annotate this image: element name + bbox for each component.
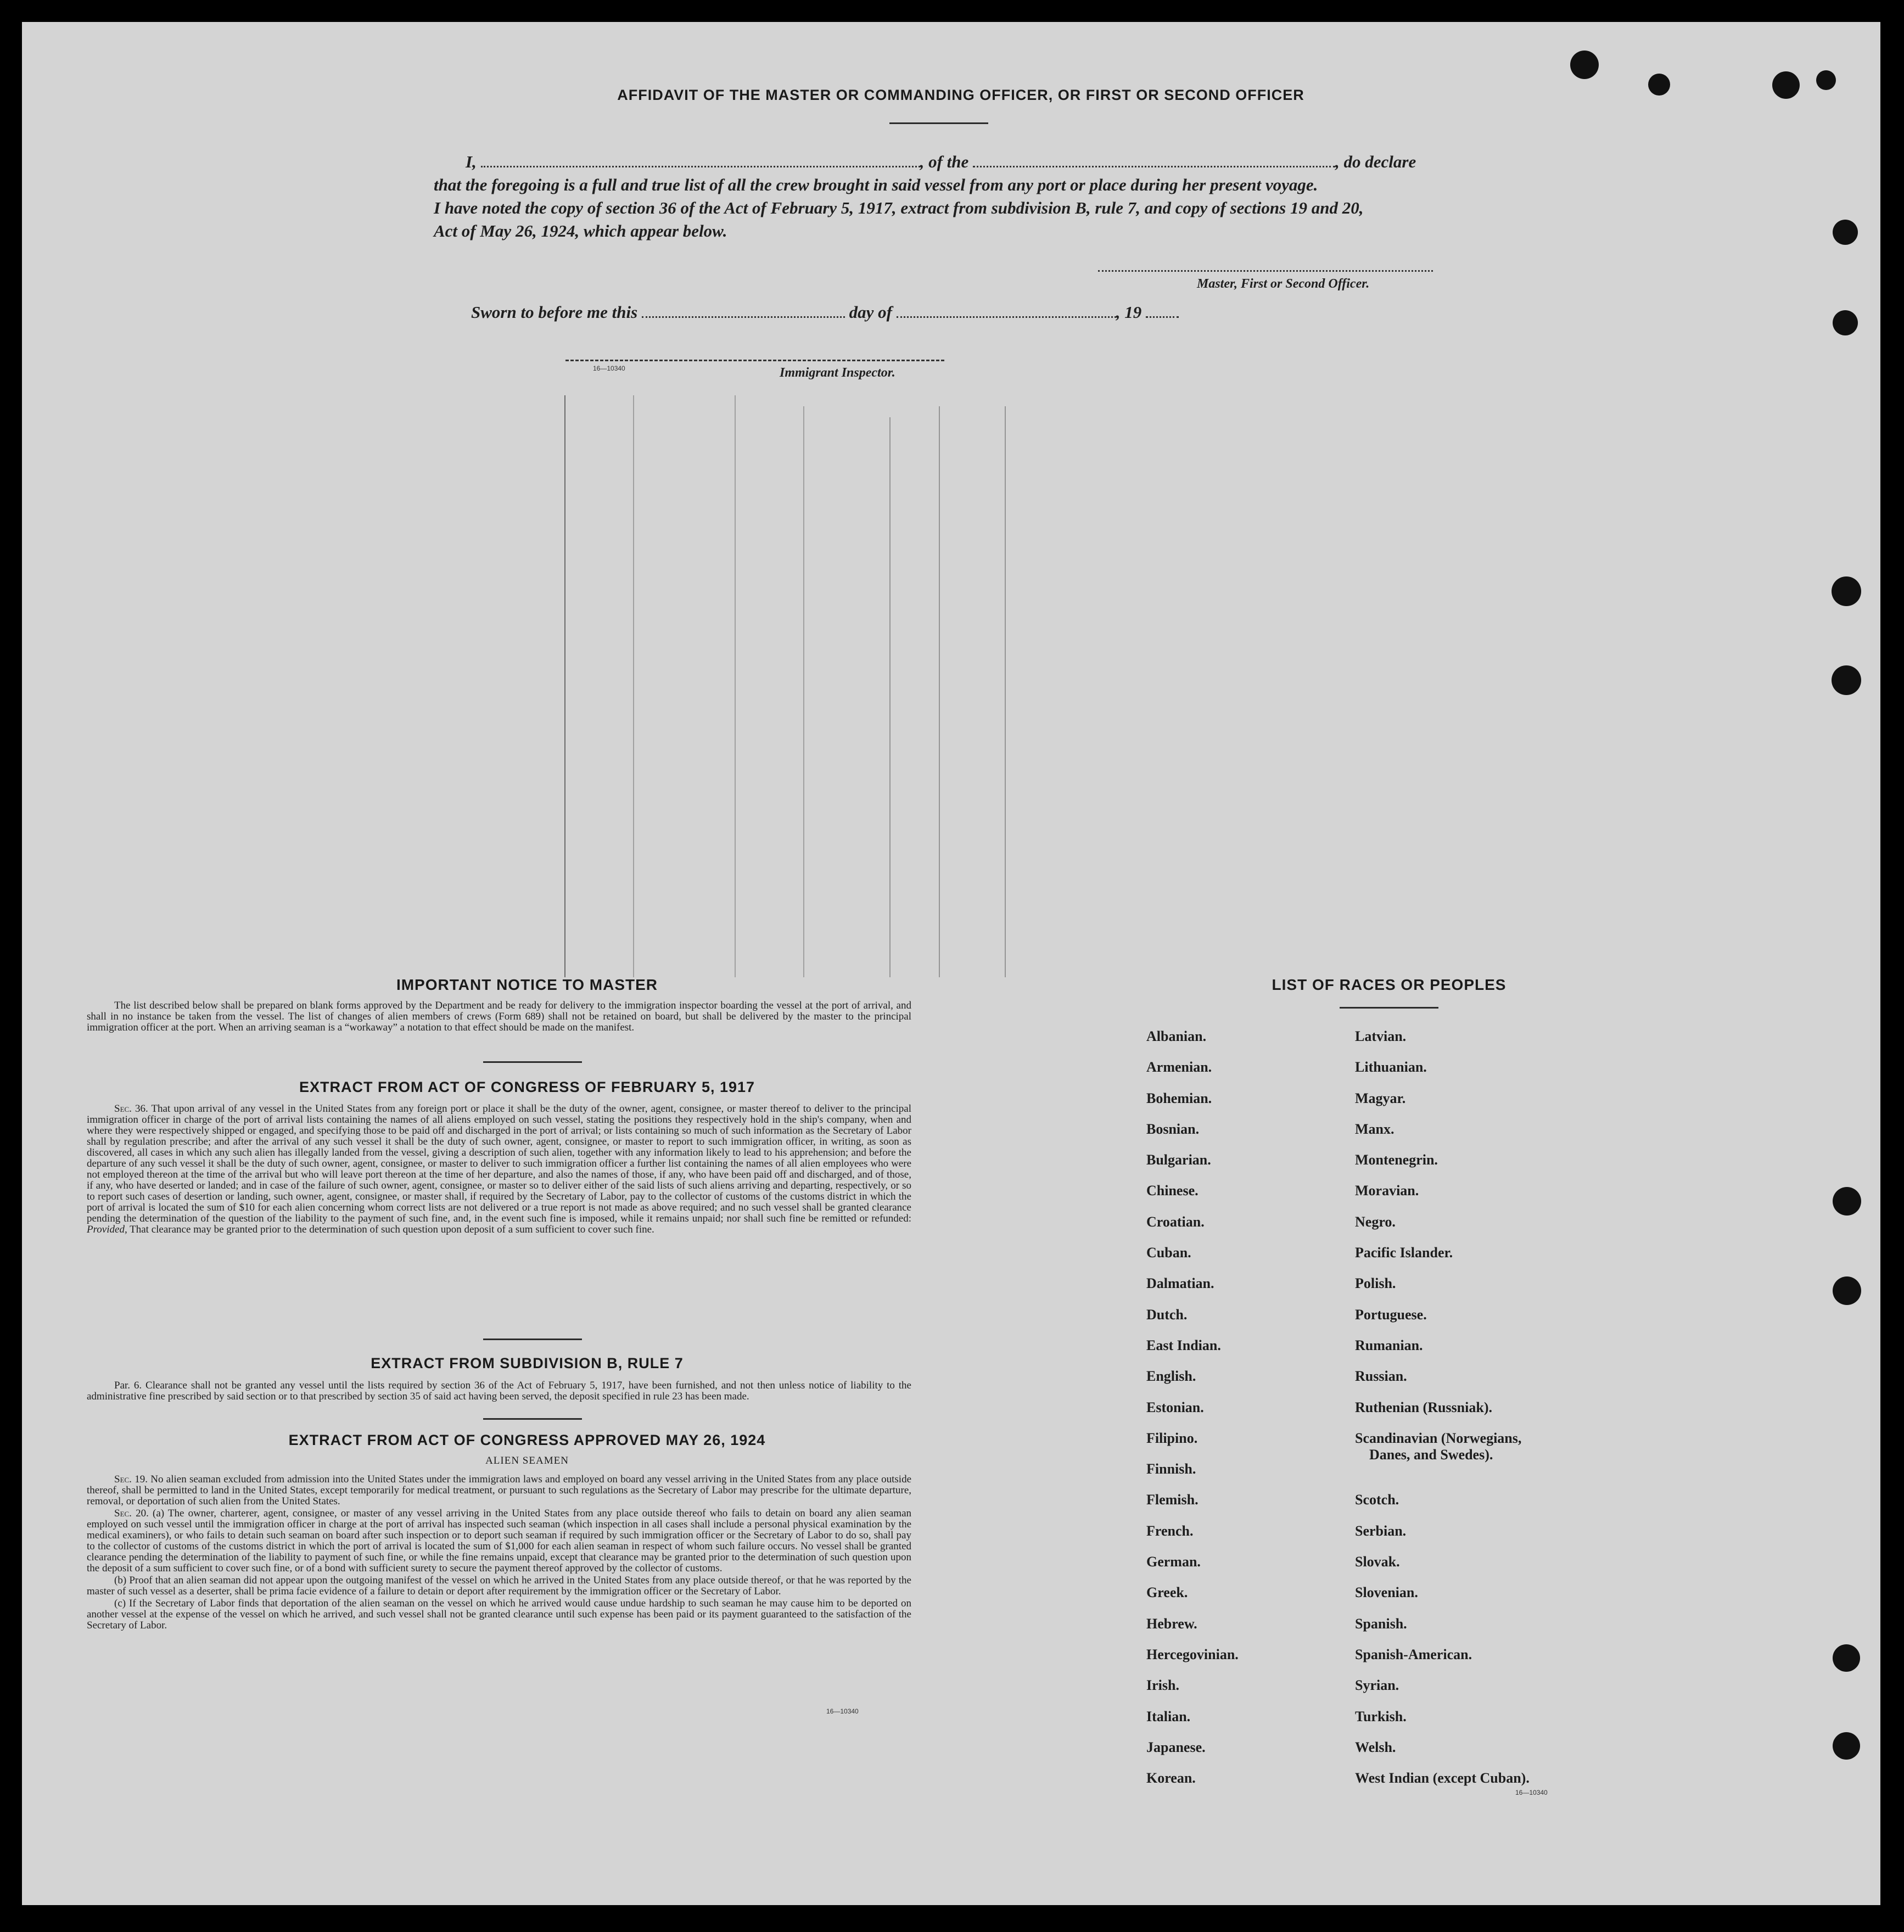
sworn-line <box>471 301 1179 324</box>
race-item: Japanese. <box>1146 1739 1206 1755</box>
race-item: Hercegovinian. <box>1146 1646 1239 1662</box>
inspector-form-number: 16—10340 <box>593 365 625 372</box>
punch-hole <box>1832 576 1861 606</box>
race-item: Scandinavian (Norwegians, <box>1355 1430 1522 1446</box>
race-item: Danes, and Swedes). <box>1369 1447 1493 1463</box>
declaration-do-declare: , do declare <box>1335 152 1416 171</box>
race-item: French. <box>1146 1522 1194 1539</box>
race-item: Lithuanian. <box>1355 1059 1427 1076</box>
sworn-day-of: day of <box>849 303 892 322</box>
column-rule <box>889 417 891 977</box>
race-item: Bosnian. <box>1146 1121 1200 1137</box>
sec20b-paragraph: (b) Proof that an alien seaman did not appear upon the outgoing manifest of the vessel on which he arrived in the United States from any place outside thereof, or that he was reported by the master of such vessel as a deserter, shall be prima facie evidence of a failure to detain or deport after requirement by the immigration officer or the Secretary of Labor. <box>87 1575 911 1597</box>
punch-hole <box>1833 1276 1861 1305</box>
extract-rule7-body <box>87 1380 911 1403</box>
extract-1924-body <box>87 1474 911 1632</box>
race-item: West Indian (except Cuban). <box>1355 1770 1530 1787</box>
sec19-paragraph <box>87 1474 911 1507</box>
extract-1917-rule <box>483 1339 582 1340</box>
race-item: Rumanian. <box>1355 1337 1423 1353</box>
race-item: Finnish. <box>1146 1461 1196 1477</box>
races-form-number: 16—10340 <box>1515 1789 1548 1796</box>
sworn-year-field[interactable] <box>1146 316 1179 318</box>
race-item: Syrian. <box>1355 1677 1399 1694</box>
race-item: Dutch. <box>1146 1306 1188 1323</box>
races-title-rule <box>1340 1007 1438 1009</box>
declaration-i: I, <box>466 152 477 171</box>
sec36-label: Sec. 36. <box>114 1103 148 1115</box>
races-right-column <box>1355 1021 1530 1794</box>
punch-hole <box>1833 1644 1860 1672</box>
race-item: Slovak. <box>1355 1554 1400 1570</box>
signature-line[interactable] <box>1098 270 1433 272</box>
column-rule <box>564 395 565 977</box>
race-item: Magyar. <box>1355 1090 1406 1106</box>
race-item: Turkish. <box>1355 1708 1407 1724</box>
sworn-month-field[interactable] <box>897 316 1116 318</box>
declaration-line-2: that the foregoing is a full and true list of all the crew brought in said vessel from any port or place during her present voyage. <box>434 175 1318 194</box>
sworn-year: , 19 <box>1116 303 1142 322</box>
race-item: English. <box>1146 1368 1196 1385</box>
punch-hole <box>1816 70 1836 90</box>
sec20a-text: (a) The owner, charterer, agent, consignee, or master of any vessel arriving in the United States from any place outside thereof who fails to detain on board any alien seaman employed on such vessel until the immigration officer in charge at the port of arrival has inspected such seaman (which inspection in all cases shall include a personal physical examination by the medical examiners), or who fails to detain such seaman on board after such inspection or to deport such seaman if required by such immigration officer or the Secretary of Labor to do so, shall pay to the collector of customs of the customs district in which the port of arrival is located the sum of $1,000 for each alien seaman in respect of whom such failure occurs. No vessel shall be granted clearance pending the determination of the liability to payment of such fine, or while the fine remains unpaid, except that clearance may be granted prior to the determination of such question upon the deposit of a sum sufficient to cover such fine, or of a bond with sufficient surety to secure the payment thereof approved by the collector of customs. <box>87 1508 912 1574</box>
declarant-name-field[interactable] <box>481 166 920 167</box>
race-item: Scotch. <box>1355 1492 1399 1508</box>
race-item: Moravian. <box>1355 1183 1419 1199</box>
provided-label: Provided, <box>87 1224 127 1235</box>
declaration-of-the: , of the <box>920 152 969 171</box>
race-item: Irish. <box>1146 1677 1179 1694</box>
punch-hole <box>1833 1732 1860 1760</box>
declaration-block <box>434 150 1488 243</box>
punch-hole <box>1833 1187 1861 1216</box>
race-item: Flemish. <box>1146 1492 1199 1508</box>
race-item: Spanish-American. <box>1355 1646 1472 1662</box>
column-rule <box>803 406 804 977</box>
punch-hole <box>1772 71 1800 99</box>
race-item: Bohemian. <box>1146 1090 1212 1106</box>
race-item: Negro. <box>1355 1213 1396 1230</box>
race-item: Hebrew. <box>1146 1615 1197 1632</box>
race-item: Dalmatian. <box>1146 1275 1214 1292</box>
race-item: Greek. <box>1146 1584 1188 1601</box>
extract-rule7-rule <box>483 1418 582 1420</box>
race-item: German. <box>1146 1554 1201 1570</box>
race-item: Pacific Islander. <box>1355 1245 1453 1261</box>
race-item: Slovenian. <box>1355 1584 1418 1601</box>
race-item: Portuguese. <box>1355 1306 1427 1323</box>
punch-hole <box>1570 51 1599 79</box>
race-item: Chinese. <box>1146 1183 1199 1199</box>
race-item: Cuban. <box>1146 1245 1191 1261</box>
race-item: Croatian. <box>1146 1213 1205 1230</box>
race-item: Korean. <box>1146 1770 1196 1787</box>
sec36-text: That upon arrival of any vessel in the United States from any foreign port or place it shall be the duty of the owner, agent, consignee, or master thereof to deliver to the principal immigration officer in charge of the port of arrival lists containing the names of all aliens employed on such vessel, stating the positions they respectively hold in the ship's company, when and where they were respectively shipped or engaged, and specifying those to be paid off and discharged in the port of arrival; or lists containing so much of such information as the Secretary of Labor shall by regulation prescribe; and after the arrival of any such vessel it shall be the duty of such owner, agent, consignee, or master to report to such immigration officer, in writing, as soon as discovered, all cases in which any such alien has illegally landed from the vessel, giving a description of such alien, together with any information likely to lead to his apprehension; and before the departure of any such vessel it shall be the duty of such owner, agent, consignee, or master to deliver to such immigration officer a further list containing the names of all alien employees who were not employed thereon at the time of the arrival but who will leave port thereon at the time of her departure, and also the names of those, if any, who have been paid off and discharged, and of those, if any, who have deserted or landed; and in case of the failure of such owner, agent, consignee, or master so to deliver either of the said lists of such aliens arriving and departing, respectively, or so to report such cases of desertion or landing, such owner, agent, consignee, or master shall, if required by the Secretary of Labor, pay to the collector of customs of the customs district in which the port of arrival is located the sum of $10 for each alien concerning whom correct lists are not delivered or a true report is not made as above required; and no such vessel shall be granted clearance pending the determination of the question of the liability to the payment of such fine, and, in the event such fine is imposed, while it remains unpaid; nor shall such fine be remitted or refunded: <box>87 1103 911 1224</box>
race-item: Filipino. <box>1146 1430 1198 1446</box>
extract-1924-title: EXTRACT FROM ACT OF CONGRESS APPROVED MAY 26, 1924 <box>288 1432 766 1448</box>
alien-seamen-subtitle: ALIEN SEAMEN <box>485 1455 569 1466</box>
race-item: Italian. <box>1146 1708 1191 1724</box>
race-item: Albanian. <box>1146 1028 1207 1044</box>
notice-title: IMPORTANT NOTICE TO MASTER <box>396 976 658 993</box>
column-rule <box>735 395 736 977</box>
sec20a-paragraph <box>87 1508 911 1574</box>
extract-1917-body <box>87 1104 911 1236</box>
race-item: Armenian. <box>1146 1059 1212 1076</box>
punch-hole <box>1832 665 1861 695</box>
signature-label: Master, First or Second Officer. <box>1197 277 1370 291</box>
affidavit-title-rule <box>889 122 988 124</box>
race-item: East Indian. <box>1146 1337 1221 1353</box>
race-item: Welsh. <box>1355 1739 1396 1755</box>
column-rule <box>1005 406 1006 977</box>
sec36-paragraph <box>87 1104 911 1235</box>
race-item: Estonian. <box>1146 1399 1204 1415</box>
races-left-column <box>1146 1021 1239 1794</box>
race-item: Spanish. <box>1355 1615 1407 1632</box>
race-item: Montenegrin. <box>1355 1152 1438 1168</box>
vessel-name-field[interactable] <box>973 166 1335 167</box>
affidavit-title: AFFIDAVIT OF THE MASTER OR COMMANDING OFFICER, OR FIRST OR SECOND OFFICER <box>617 87 1304 103</box>
notice-body <box>87 1000 911 1034</box>
race-item: Latvian. <box>1355 1028 1407 1044</box>
sec20c-paragraph: (c) If the Secretary of Labor finds that deportation of the alien seaman on the vessel on which he arrived would cause undue hardship to such seaman he may cause him to be deported on another vessel at the expense of the vessel on which he arrived, and such vessel shall not be granted clearance until such expense has been paid or its payment guaranteed to the satisfaction of the Secretary of Labor. <box>87 1598 911 1631</box>
sworn-prefix: Sworn to before me this <box>471 303 638 322</box>
column-rule <box>939 406 940 977</box>
sworn-date-field[interactable] <box>642 316 845 318</box>
race-item: Bulgarian. <box>1146 1152 1211 1168</box>
sec20-label: Sec. 20. <box>114 1508 149 1519</box>
race-item: Russian. <box>1355 1368 1407 1385</box>
punch-hole <box>1648 74 1670 96</box>
punch-hole <box>1833 220 1858 245</box>
notice-rule <box>483 1061 582 1063</box>
notice-text: The list described below shall be prepared on blank forms approved by the Department and be ready for delivery to the immigration inspector boarding the vessel at the port of arrival, and shall in no instance be taken from the vessel. The list of changes of alien members of crews (Form 689) shall not be retained on board, but shall be delivered by the master to the principal immigration officer at the port. When an arriving seaman is a “workaway” a notation to that effect should be made on the manifest. <box>87 1000 911 1033</box>
column-rule <box>633 395 634 977</box>
declaration-line-1 <box>434 150 1488 173</box>
race-item: Manx. <box>1355 1121 1395 1137</box>
declaration-line-3: I have noted the copy of section 36 of the Act of February 5, 1917, extract from subdivision B, rule 7, and copy of sections 19 and 20, <box>434 198 1364 217</box>
sec19-label: Sec. 19. <box>114 1474 148 1485</box>
extract-rule7-title: EXTRACT FROM SUBDIVISION B, RULE 7 <box>371 1355 684 1371</box>
extract-1917-title: EXTRACT FROM ACT OF CONGRESS OF FEBRUARY 5, 1917 <box>299 1079 755 1095</box>
rule7-text: Par. 6. Clearance shall not be granted any vessel until the lists required by section 36 of the Act of February 5, 1917, have been furnished, and not then unless notice of liability to the administrative fine prescribed by said section or to that prescribed by section 35 of said act having been served, the deposit specified in rule 23 has been made. <box>87 1380 911 1402</box>
punch-hole <box>1833 310 1858 335</box>
extract-form-number: 16—10340 <box>826 1707 859 1715</box>
inspector-label: Immigrant Inspector. <box>780 366 895 380</box>
races-title: LIST OF RACES OR PEOPLES <box>1272 976 1507 993</box>
race-item: Serbian. <box>1355 1522 1407 1539</box>
sec19-text: No alien seaman excluded from admission into the United States under the immigration laws and employed on board any vessel arriving in the United States from any place outside thereof, shall be permitted to land in the United States, except temporarily for medical treatment, or pursuant to such regulations as the Secretary of Labor may prescribe for the ultimate departure, removal, or deportation of such alien from the United States. <box>87 1474 911 1507</box>
race-item: Ruthenian (Russniak). <box>1355 1399 1492 1415</box>
provided-text: That clearance may be granted prior to the determination of such question upon deposit of a sum sufficient to cover such fine. <box>130 1224 654 1235</box>
race-item: Polish. <box>1355 1275 1396 1292</box>
declaration-line-4: Act of May 26, 1924, which appear below. <box>434 221 727 240</box>
document-page <box>22 22 1880 1905</box>
